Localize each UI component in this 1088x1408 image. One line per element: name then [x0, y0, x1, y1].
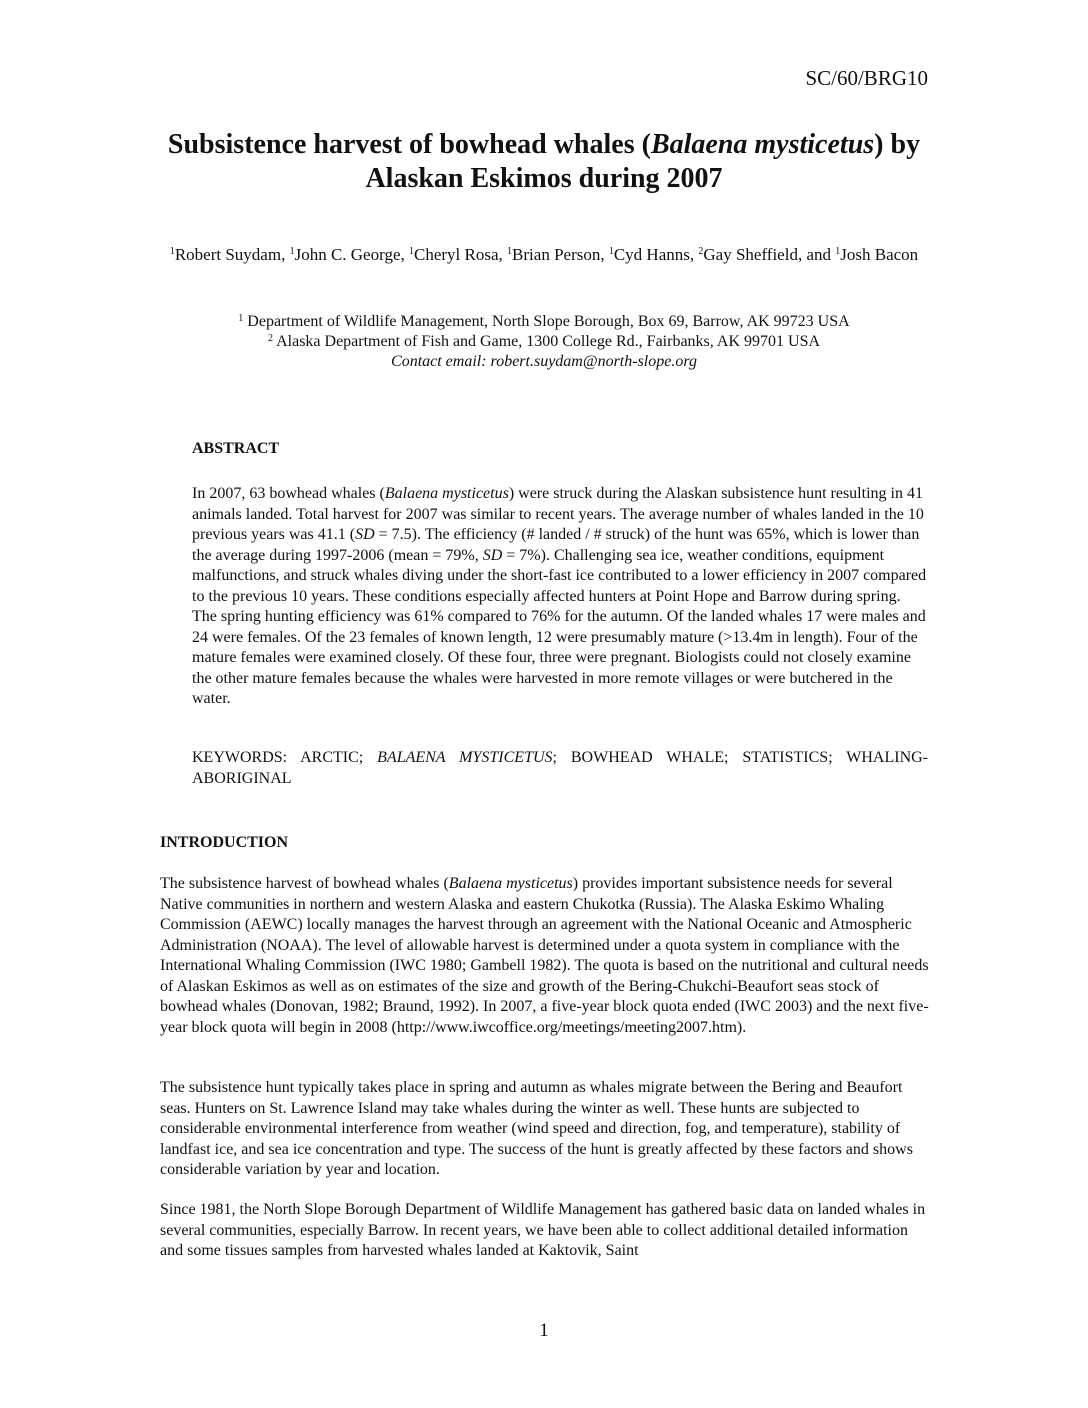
- intro-paragraph-1: The subsistence harvest of bowhead whales (Balaena mysticetus) provides important subsistence needs for several Native communities in northern and western Alaska and eastern Chukotka (Russia). The Alaska Eskimo Whaling Commission (AEWC) locally manages the harvest through an agreement with the National Oceanic and Atmospheric Administration (NOAA). The level of allowable harvest is determined under a quota system in compliance with the International Whaling Commission (IWC 1980; Gambell 1982). The quota is based on the nutritional and cultural needs of Alaskan Eskimos as well as on estimates of the size and growth of the Bering-Chukchi-Beaufort seas stock of bowhead whales (Donovan, 1982; Braund, 1992). In 2007, a five-year block quota ended (IWC 2003) and the next five-year block quota will begin in 2008 (http://www.iwcoffice.org/meetings/meeting2007.htm).: [160, 875, 929, 1036]
- affiliations: [160, 312, 928, 372]
- author: $^1$Cyd Hanns,: [608, 245, 699, 264]
- author: $^1$Cheryl Rosa,: [409, 245, 508, 264]
- affiliation-1: $^1$ Department of Wildlife Management, North Slope Borough, Box 69, Barrow, AK 99723 USA: [238, 313, 850, 330]
- page-number: 1: [539, 1320, 549, 1341]
- introduction-heading: INTRODUCTION: [160, 834, 289, 851]
- abstract-body: In 2007, 63 bowhead whales (Balaena mysticetus) were struck during the Alaskan subsistence hunt resulting in 41 animals landed. Total harvest for 2007 was similar to recent years. The average number of whales landed in the 10 previous years was 41.1 (SD = 7.5). The efficiency (# landed / # struck) of the hunt was 65%, which is lower than the average during 1997-2006 (mean = 79%, SD = 7%). Challenging sea ice, weather conditions, equipment malfunctions, and struck whales diving under the short-fast ice contributed to a lower efficiency in 2007 compared to the previous 10 years. These conditions especially affected hunters at Point Hope and Barrow during spring. The spring hunting efficiency was 61% compared to 76% for the autumn. Of the landed whales 17 were males and 24 were females. Of the 23 females of known length, 12 were presumably mature (>13.4m in length). Four of the mature females were examined closely. Of these four, three were pregnant. Biologists could not closely examine the other mature females because the whales were harvested in more remote villages or were butchered in the water.: [192, 485, 927, 707]
- paper-title: Subsistence harvest of bowhead whales (Balaena mysticetus) by Alaskan Eskimos during 2007: [167, 129, 921, 194]
- abstract-heading: ABSTRACT: [192, 440, 280, 457]
- keywords: KEYWORDS: ARCTIC; BALAENA MYSTICETUS; BOWHEAD WHALE; STATISTICS; WHALING-ABORIGINAL: [192, 749, 929, 787]
- intro-paragraph-2: The subsistence hunt typically takes place in spring and autumn as whales migrate between the Bering and Beaufort seas. Hunters on St. Lawrence Island may take whales during the winter as well. These hunts are subjected to considerable environmental interference from weather (wind speed and direction, fog, and temperature), stability of landfast ice, and sea ice concentration and type. The success of the hunt is greatly affected by these factors and shows considerable variation by year and location.: [160, 1079, 913, 1178]
- author: $^1$Robert Suydam,: [169, 245, 290, 264]
- author: $^1$John C. George,: [289, 245, 410, 264]
- intro-paragraph-3: Since 1981, the North Slope Borough Department of Wildlife Management has gathered basic data on landed whales in several communities, especially Barrow. In recent years, we have been able to collect additional detailed information and some tissues samples from harvested whales landed at Kaktovik, Saint: [160, 1201, 926, 1259]
- affiliation-2: $^2$ Alaska Department of Fish and Game, 1300 College Rd., Fairbanks, AK 99701 USA: [267, 333, 821, 350]
- author: $^2$Gay Sheffield, and: [698, 245, 836, 264]
- contact-email: Contact email: robert.suydam@north-slope.org: [391, 353, 697, 370]
- author: $^1$Josh Bacon: [835, 245, 919, 264]
- author-list: [160, 244, 928, 266]
- document-id: SC/60/BRG10: [805, 66, 928, 90]
- author: $^1$Brian Person,: [507, 245, 609, 264]
